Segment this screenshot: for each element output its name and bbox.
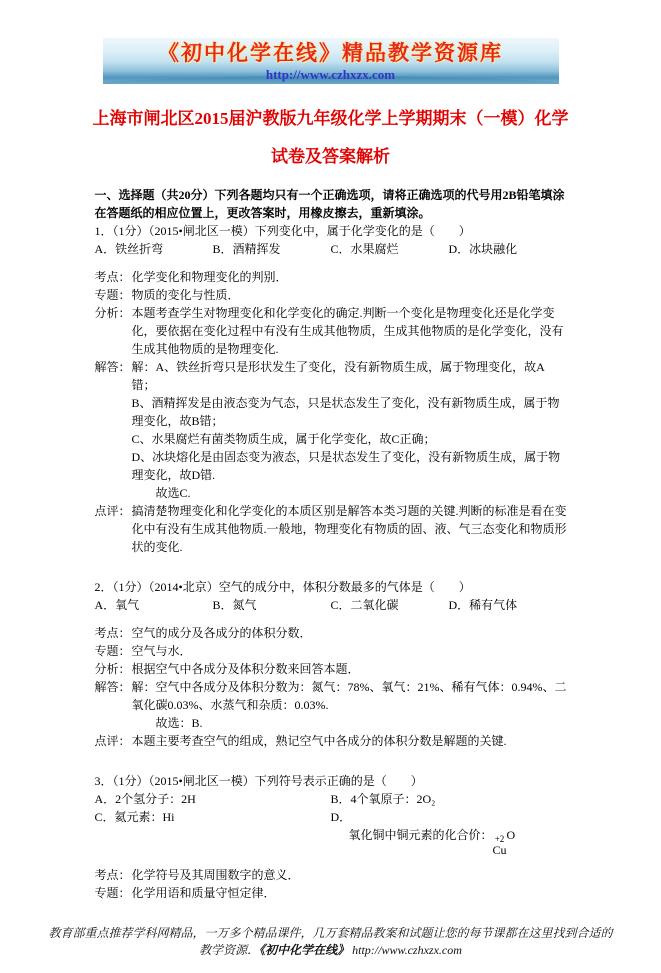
- footer-promo-text: 教育部重点推荐学科网精品，一万多个精品课件，几万套精品教案和试题让您的每节课都在这里找到合适的: [48, 926, 613, 940]
- solution-line: D、冰块熔化是由固态变为液态，只是状态发生了变化，没有新物质生成，属于物理变化，故D错.: [131, 450, 561, 482]
- topic-row: [95, 642, 567, 660]
- exam-point-row: [95, 866, 567, 884]
- solution-text: [132, 358, 567, 502]
- topic-label: 专题：: [94, 288, 131, 302]
- exam-point-row: [95, 268, 567, 286]
- option-b: B．氮气: [212, 598, 257, 612]
- site-banner: [103, 38, 559, 84]
- option-d-detail: [331, 826, 567, 856]
- exam-point-label: 考点：: [94, 868, 131, 882]
- comment-row: [95, 502, 567, 556]
- option-d: D．冰块融化: [448, 242, 518, 256]
- solution-line: 解：A、铁丝折弯只是形状发生了变化，没有新物质生成，属于物理变化，故A错；: [131, 360, 545, 392]
- option-d-letter: D．: [330, 810, 352, 824]
- banner-url-link[interactable]: http://www.czhxzx.com: [265, 67, 396, 82]
- question-2-analysis: [95, 624, 567, 750]
- question-3: [95, 772, 567, 902]
- option-b: B．酒精挥发: [212, 242, 281, 256]
- topic-row: [95, 884, 567, 902]
- analysis-row: [95, 304, 567, 358]
- solution-line: 解：空气中各成分及体积分数为：氮气：78%、氧气：21%、稀有气体：0.94%、二氧化碳0.03%、水蒸气和杂质：0.03%.: [131, 680, 567, 712]
- option-c: C．水果腐烂: [330, 242, 399, 256]
- topic-row: [95, 286, 567, 304]
- option-d-text: 氧化铜中铜元素的化合价：: [348, 828, 493, 842]
- section-header: 一、选择题（共20分）下列各题均只有一个正确选项，请将正确选项的代号用2B铅笔填涂在答题纸的相应位置上，更改答案时，用橡皮擦去，重新填涂。: [94, 188, 565, 220]
- analysis-label: 分析：: [94, 306, 131, 320]
- valence-formula: [493, 834, 507, 856]
- solution-row: [95, 358, 567, 502]
- option-d: [331, 808, 567, 856]
- question-3-analysis: [95, 866, 567, 902]
- document-page: [0, 38, 661, 973]
- question-2: [95, 578, 567, 750]
- question-1-stem: 1．（1分）（2015•闸北区一模）下列变化中，属于化学变化的是（ ）: [94, 224, 471, 238]
- topic-text: 物质的变化与性质．: [131, 288, 240, 302]
- option-a: A．铁丝折弯: [94, 242, 164, 256]
- topic-text: 空气与水．: [131, 644, 192, 658]
- answer-line: 故选C.: [155, 486, 191, 500]
- topic-text: 化学用语和质量守恒定律．: [131, 886, 276, 900]
- valence-superscript: +2: [494, 834, 505, 844]
- exam-point-text: 化学变化和物理变化的判别．: [131, 270, 288, 284]
- option-a: A．2个氢分子：2H: [94, 792, 196, 806]
- topic-label: 专题：: [94, 644, 131, 658]
- comment-label: 点评：: [94, 734, 131, 748]
- analysis-row: [95, 660, 567, 678]
- formula-metal: Cu: [492, 843, 507, 857]
- question-1-analysis: [95, 268, 567, 556]
- document-body: [95, 186, 567, 902]
- question-3-stem: 3．（1分）（2015•闸北区一模）下列符号表示正确的是（ ）: [94, 774, 423, 788]
- question-2-options: [95, 596, 567, 614]
- exam-point-label: 考点：: [94, 270, 131, 284]
- comment-text: 搞清楚物理变化和化学变化的本质区别是解答本类习题的关键.判断的标准是看在变化中有没有生成其他物质.一般地，物理变化有物质的固、液、气三态变化和物质形状的变化.: [131, 504, 567, 554]
- formula-rest: O: [506, 828, 516, 842]
- document-title: 上海市闸北区2015届沪教版九年级化学上学期期末（一模）化学试卷及答案解析: [92, 109, 569, 166]
- option-b: B．4个氧原子：2O₂: [330, 792, 436, 806]
- footer: [0, 925, 661, 959]
- solution-row: [95, 678, 567, 732]
- footer-brand: 《初中化学在线》: [259, 943, 350, 957]
- exam-point-text: 化学符号及其周围数字的意义．: [131, 868, 300, 882]
- comment-label: 点评：: [94, 504, 131, 518]
- analysis-label: 分析：: [94, 662, 131, 676]
- comment-row: [95, 732, 567, 750]
- exam-point-text: 空气的成分及各成分的体积分数．: [131, 626, 312, 640]
- answer-line: 故选：B.: [155, 716, 203, 730]
- solution-line: C、水果腐烂有菌类物质生成，属于化学变化，故C正确；: [131, 432, 436, 446]
- option-c: C．氦元素：Hi: [94, 810, 175, 824]
- option-a: A．氧气: [94, 598, 140, 612]
- solution-label: 解答：: [94, 360, 131, 374]
- banner-title: 《初中化学在线》精品教学资源库: [158, 41, 503, 65]
- footer-promo-text: 教学资源．: [199, 943, 260, 957]
- exam-point-row: [95, 624, 567, 642]
- solution-text: [132, 678, 567, 732]
- footer-url-link[interactable]: http://www.czhxzx.com: [352, 943, 462, 957]
- option-d: D．稀有气体: [448, 598, 518, 612]
- topic-label: 专题：: [94, 886, 131, 900]
- option-c: C．二氧化碳: [330, 598, 399, 612]
- solution-line: B、酒精挥发是由液态变为气态，只是状态发生了变化，没有新物质生成，属于物理变化，故B错；: [131, 396, 560, 428]
- question-1-options: [95, 240, 567, 258]
- question-2-stem: 2．（1分）（2014•北京）空气的成分中，体积分数最多的气体是（ ）: [94, 580, 471, 594]
- exam-point-label: 考点：: [94, 626, 131, 640]
- question-1: [95, 222, 567, 556]
- analysis-text: 本题考查学生对物理变化和化学变化的确定.判断一个变化是物理变化还是化学变化，要依据在变化过程中有没有生成其他物质，生成其他物质的是化学变化，没有生成其他物质的是物理变化.: [131, 306, 564, 356]
- comment-text: 本题主要考查空气的组成，熟记空气中各成分的体积分数是解题的关键.: [131, 734, 507, 748]
- footer-second-line: [0, 942, 661, 959]
- solution-label: 解答：: [94, 680, 131, 694]
- question-3-options: [95, 790, 567, 856]
- analysis-text: 根据空气中各成分及体积分数来回答本题．: [131, 662, 360, 676]
